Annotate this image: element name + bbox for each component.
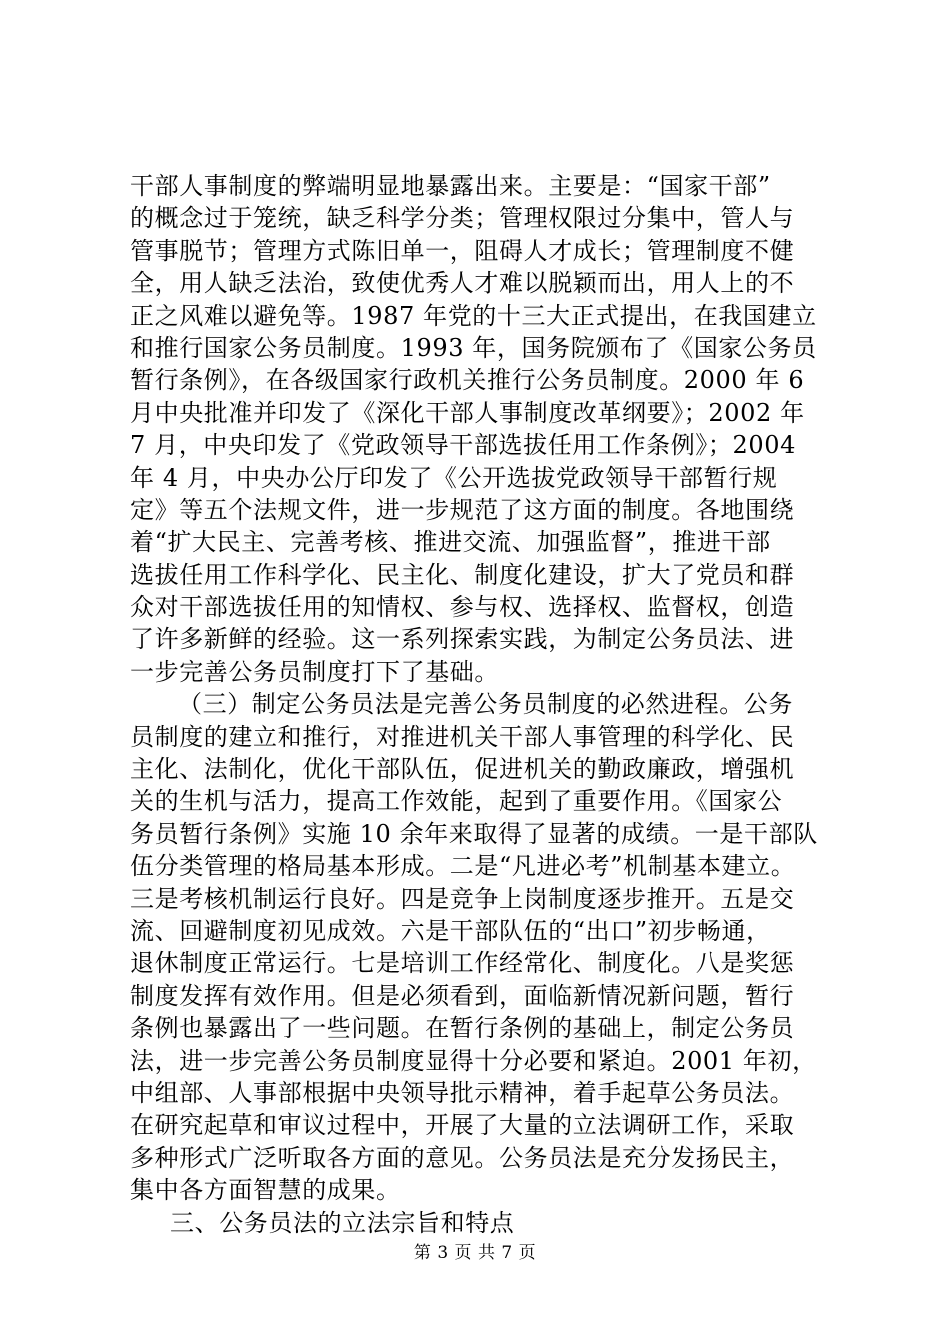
text-line: 在研究起草和审议过程中，开展了大量的立法调研工作，采取: [130, 1111, 795, 1140]
text-line: 月中央批准并印发了《深化干部人事制度改革纲要》；2002 年: [130, 398, 805, 427]
text-line: 正之风难以避免等。1987 年党的十三大正式提出，在我国建立: [130, 301, 817, 330]
text-line: 条例也暴露出了一些问题。在暂行条例的基础上，制定公务员: [130, 1014, 795, 1043]
text-line: 管事脱节；管理方式陈旧单一，阻碍人才成长；管理制度不健: [130, 236, 795, 265]
body-text: [130, 170, 820, 1239]
text-line: 定》等五个法规文件，进一步规范了这方面的制度。各地围绕: [130, 495, 795, 524]
text-line: 务员暂行条例》实施 10 余年来取得了显著的成绩。一是干部队: [130, 819, 818, 848]
text-line: 的概念过于笼统，缺乏科学分类；管理权限过分集中，管人与: [130, 204, 795, 233]
text-line: 选拔任用工作科学化、民主化、制度化建设，扩大了党员和群: [130, 560, 795, 589]
text-line: 了许多新鲜的经验。这一系列探索实践，为制定公务员法、进: [130, 625, 795, 654]
text-line: 法，进一步完善公务员制度显得十分必要和紧迫。2001 年初，: [130, 1046, 817, 1075]
text-line: 退休制度正常运行。七是培训工作经常化、制度化。八是奖惩: [130, 949, 795, 978]
page-number-footer: 第 3 页 共 7 页: [413, 1243, 537, 1263]
text-line: 伍分类管理的格局基本形成。二是“凡进必考”机制基本建立。: [130, 852, 796, 881]
text-line: 员制度的建立和推行，对推进机关干部人事管理的科学化、民: [130, 722, 795, 751]
text-line: 和推行国家公务员制度。1993 年，国务院颁布了《国家公务员: [130, 333, 817, 362]
text-line: 流、回避制度初见成效。六是干部队伍的“出口”初步畅通，: [130, 916, 771, 945]
text-line: 关的生机与活力，提高工作效能，起到了重要作用。《国家公: [130, 787, 783, 816]
text-line: 集中各方面智慧的成果。: [130, 1176, 401, 1205]
text-line: 全，用人缺乏法治，致使优秀人才难以脱颖而出，用人上的不: [130, 269, 795, 298]
text-line: 中组部、人事部根据中央领导批示精神，着手起草公务员法。: [130, 1078, 795, 1107]
text-line: 着“扩大民主、完善考核、推进交流、加强监督”，推进干部: [130, 528, 771, 557]
text-line: 多种形式广泛听取各方面的意见。公务员法是充分发扬民主，: [130, 1143, 795, 1172]
text-line: 主化、法制化，优化干部队伍，促进机关的勤政廉政，增强机: [130, 755, 795, 784]
text-line: 年 4 月，中央办公厅印发了《公开选拔党政领导干部暂行规: [130, 463, 778, 492]
text-line: 暂行条例》，在各级国家行政机关推行公务员制度。2000 年 6: [130, 366, 805, 395]
text-line: 三是考核机制运行良好。四是竞争上岗制度逐步推开。五是交: [130, 884, 795, 913]
text-line: 制度发挥有效作用。但是必须看到，面临新情况新问题，暂行: [130, 981, 795, 1010]
paragraph-heading-line: （三）制定公务员法是完善公务员制度的必然进程。公务: [178, 690, 793, 719]
text-line: 7 月，中央印发了《党政领导干部选拔任用工作条例》；2004: [130, 431, 796, 460]
text-line: 干部人事制度的弊端明显地暴露出来。主要是：“国家干部”: [130, 172, 771, 200]
text-line: 一步完善公务员制度打下了基础。: [130, 657, 499, 686]
text-line: 众对干部选拔任用的知情权、参与权、选择权、监督权，创造: [130, 593, 795, 622]
section-heading: 三、公务员法的立法宗旨和特点: [170, 1208, 515, 1237]
